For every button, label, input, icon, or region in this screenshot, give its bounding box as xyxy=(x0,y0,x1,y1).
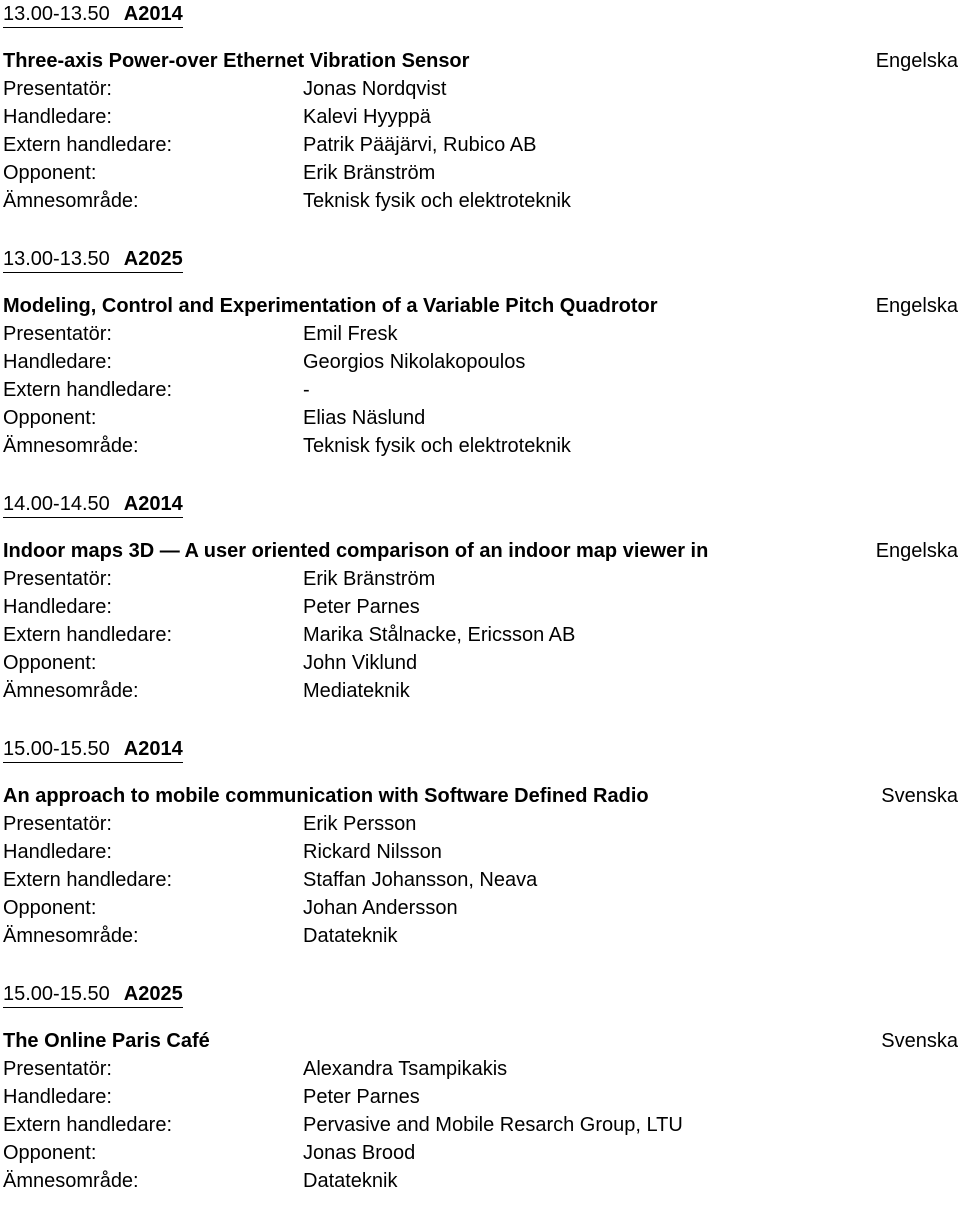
external-supervisor-row xyxy=(3,1111,683,1139)
opponent-value: John Viklund xyxy=(303,652,418,674)
opponent-value: Jonas Brood xyxy=(303,1142,416,1164)
thesis-title: Three-axis Power-over Ethernet Vibration Sensor xyxy=(3,50,470,72)
subject-area-value: Teknisk fysik och elektroteknik xyxy=(303,435,571,457)
presenter-label: Presentatör: xyxy=(3,323,112,345)
session-header xyxy=(3,981,183,1008)
opponent-label: Opponent: xyxy=(3,652,97,674)
thesis-title-row xyxy=(3,537,958,565)
opponent-value: Johan Andersson xyxy=(303,897,458,919)
presenter-value: Jonas Nordqvist xyxy=(303,78,447,100)
subject-area-label: Ämnesområde: xyxy=(3,925,139,947)
opponent-row xyxy=(3,159,435,187)
presenter-label: Presentatör: xyxy=(3,568,112,590)
supervisor-label: Handledare: xyxy=(3,841,112,863)
subject-area-value: Mediateknik xyxy=(303,680,410,702)
presenter-label: Presentatör: xyxy=(3,813,112,835)
subject-area-row xyxy=(3,922,398,950)
thesis-language: Engelska xyxy=(875,50,958,72)
subject-area-row xyxy=(3,677,410,705)
presenter-value: Emil Fresk xyxy=(303,323,398,345)
supervisor-label: Handledare: xyxy=(3,596,112,618)
subject-area-label: Ämnesområde: xyxy=(3,680,139,702)
session-block xyxy=(3,735,958,980)
thesis-title: Modeling, Control and Experimentation of a Variable Pitch Quadrotor xyxy=(3,295,658,317)
opponent-value: Erik Bränström xyxy=(303,162,436,184)
external-supervisor-label: Extern handledare: xyxy=(3,624,173,646)
presenter-value: Erik Bränström xyxy=(303,568,436,590)
supervisor-row xyxy=(3,1083,420,1111)
session-room: A2025 xyxy=(123,983,183,1005)
opponent-row xyxy=(3,649,417,677)
session-block xyxy=(3,980,958,1225)
external-supervisor-row xyxy=(3,376,310,404)
external-supervisor-row xyxy=(3,131,536,159)
session-time: 14.00-14.50 xyxy=(3,493,110,515)
session-time: 13.00-13.50 xyxy=(3,3,110,25)
subject-area-row xyxy=(3,432,571,460)
presenter-row xyxy=(3,565,435,593)
session-room: A2025 xyxy=(123,248,183,270)
external-supervisor-label: Extern handledare: xyxy=(3,1114,173,1136)
presenter-row xyxy=(3,810,416,838)
supervisor-value: Rickard Nilsson xyxy=(303,841,442,863)
subject-area-label: Ämnesområde: xyxy=(3,435,139,457)
session-block xyxy=(3,245,958,490)
supervisor-label: Handledare: xyxy=(3,351,112,373)
supervisor-value: Peter Parnes xyxy=(303,1086,420,1108)
session-header xyxy=(3,246,183,273)
opponent-label: Opponent: xyxy=(3,1142,97,1164)
thesis-language: Engelska xyxy=(875,540,958,562)
session-header xyxy=(3,736,183,763)
presenter-label: Presentatör: xyxy=(3,78,112,100)
session-time: 13.00-13.50 xyxy=(3,248,110,270)
thesis-title-row xyxy=(3,1027,958,1055)
supervisor-row xyxy=(3,593,420,621)
thesis-title: An approach to mobile communication with Software Defined Radio xyxy=(3,785,649,807)
subject-area-value: Teknisk fysik och elektroteknik xyxy=(303,190,571,212)
session-time: 15.00-15.50 xyxy=(3,738,110,760)
external-supervisor-label: Extern handledare: xyxy=(3,869,173,891)
subject-area-row xyxy=(3,1167,398,1195)
session-room: A2014 xyxy=(123,3,183,25)
subject-area-label: Ämnesområde: xyxy=(3,1170,139,1192)
opponent-label: Opponent: xyxy=(3,897,97,919)
external-supervisor-value: Marika Stålnacke, Ericsson AB xyxy=(303,624,576,646)
supervisor-value: Kalevi Hyyppä xyxy=(303,106,431,128)
presenter-label: Presentatör: xyxy=(3,1058,112,1080)
opponent-row xyxy=(3,1139,415,1167)
external-supervisor-label: Extern handledare: xyxy=(3,134,173,156)
external-supervisor-row xyxy=(3,621,575,649)
subject-area-label: Ämnesområde: xyxy=(3,190,139,212)
supervisor-value: Georgios Nikolakopoulos xyxy=(303,351,526,373)
supervisor-row xyxy=(3,838,442,866)
external-supervisor-value: Staffan Johansson, Neava xyxy=(303,869,538,891)
thesis-language: Svenska xyxy=(881,785,958,807)
opponent-row xyxy=(3,894,458,922)
thesis-title: Indoor maps 3D — A user oriented comparison of an indoor map viewer in xyxy=(3,540,709,562)
supervisor-row xyxy=(3,103,431,131)
supervisor-value: Peter Parnes xyxy=(303,596,420,618)
presentation-schedule xyxy=(3,0,958,1225)
thesis-language: Engelska xyxy=(875,295,958,317)
presenter-row xyxy=(3,320,397,348)
thesis-title-row xyxy=(3,292,958,320)
opponent-value: Elias Näslund xyxy=(303,407,426,429)
session-room: A2014 xyxy=(123,493,183,515)
presenter-value: Erik Persson xyxy=(303,813,417,835)
supervisor-label: Handledare: xyxy=(3,106,112,128)
supervisor-row xyxy=(3,348,525,376)
thesis-title: The Online Paris Café xyxy=(3,1030,210,1052)
external-supervisor-label: Extern handledare: xyxy=(3,379,173,401)
session-header xyxy=(3,1,183,28)
session-time: 15.00-15.50 xyxy=(3,983,110,1005)
subject-area-value: Datateknik xyxy=(303,1170,398,1192)
external-supervisor-value: Pervasive and Mobile Resarch Group, LTU xyxy=(303,1114,683,1136)
external-supervisor-value: Patrik Pääjärvi, Rubico AB xyxy=(303,134,537,156)
external-supervisor-row xyxy=(3,866,537,894)
session-block xyxy=(3,490,958,735)
thesis-title-row xyxy=(3,782,958,810)
opponent-label: Opponent: xyxy=(3,407,97,429)
supervisor-label: Handledare: xyxy=(3,1086,112,1108)
subject-area-value: Datateknik xyxy=(303,925,398,947)
presenter-row xyxy=(3,75,446,103)
subject-area-row xyxy=(3,187,571,215)
external-supervisor-value: - xyxy=(303,379,310,401)
session-block xyxy=(3,0,958,245)
presenter-value: Alexandra Tsampikakis xyxy=(303,1058,508,1080)
thesis-title-row xyxy=(3,47,958,75)
session-header xyxy=(3,491,183,518)
session-room: A2014 xyxy=(123,738,183,760)
opponent-label: Opponent: xyxy=(3,162,97,184)
opponent-row xyxy=(3,404,425,432)
presenter-row xyxy=(3,1055,507,1083)
thesis-language: Svenska xyxy=(881,1030,958,1052)
